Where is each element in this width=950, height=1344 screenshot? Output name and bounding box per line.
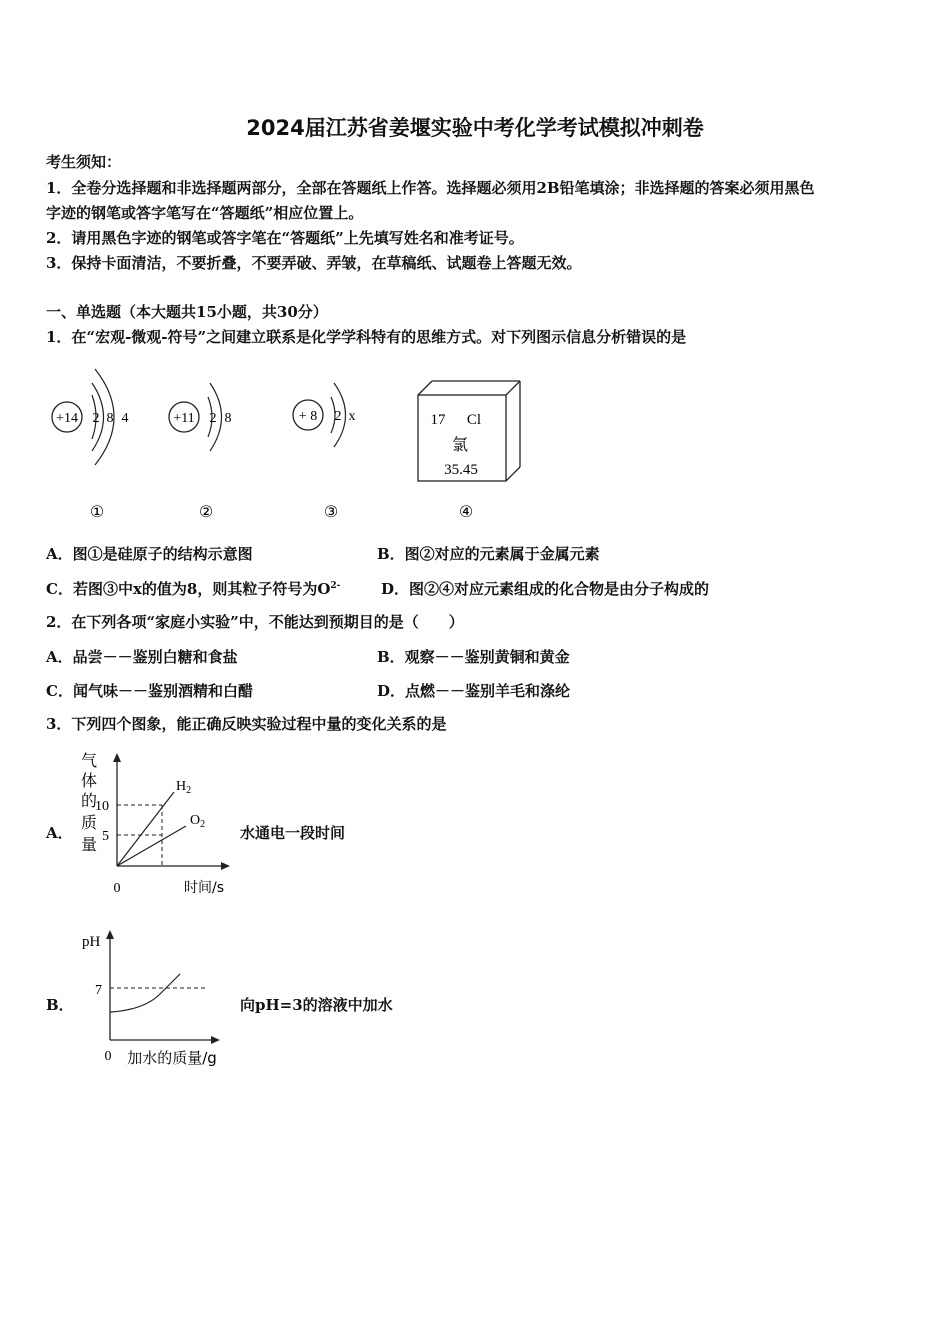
notice-heading: 考生须知： — [46, 153, 122, 171]
x-axis-label: 加水的质量/g — [127, 1049, 217, 1067]
question-3-stem: 3．下列四个图象，能正确反映实验过程中量的变化关系的是 — [46, 715, 447, 733]
x-axis-label: 时间/s — [183, 880, 225, 896]
shell-electrons: 2 — [334, 409, 342, 424]
nucleus-charge: +14 — [56, 411, 78, 426]
option-a: A．品尝－－鉴别白糖和食盐 — [46, 648, 238, 666]
shell-electrons: 8 — [224, 411, 232, 426]
series-label-o2: $O_2$ — [190, 813, 206, 830]
notice-item: 3．保持卡面清洁，不要折叠，不要弄破、弄皱，在草稿纸、试题卷上答题无效。 — [46, 254, 582, 272]
atom-diagram-3 — [293, 383, 356, 521]
notice-item: 字迹的钢笔或答字笔写在“答题纸”相应位置上。 — [46, 204, 364, 222]
option-b-letter: B． — [46, 996, 74, 1014]
y-axis-label: 量 — [80, 835, 98, 854]
option-a-description: 水通电一段时间 — [240, 824, 346, 842]
option-b: B．观察－－鉴别黄铜和黄金 — [377, 648, 570, 666]
y-axis-label: 气 — [80, 751, 98, 770]
option-d: D．图②④对应元素组成的化合物是由分子构成的 — [381, 580, 710, 598]
atomic-mass: 35.45 — [444, 462, 478, 478]
ph-curve — [110, 974, 180, 1012]
o2-line — [117, 826, 186, 866]
figure-label: ③ — [323, 502, 339, 521]
shell-electrons: x — [348, 409, 356, 424]
notice-item: 1．全卷分选择题和非选择题两部分，全部在答题纸上作答。选择题必须用2B铅笔填涂；非选择题的答案必须用黑色 — [46, 179, 815, 197]
y-axis-label: 质 — [80, 813, 98, 832]
option-b-description: 向pH=3的溶液中加水 — [240, 996, 393, 1014]
origin-label: 0 — [104, 1049, 112, 1064]
series-label-h2: $H_2$ — [176, 779, 192, 796]
h2-line — [117, 792, 174, 866]
figure-label: ① — [89, 502, 105, 521]
option-b: B．图②对应的元素属于金属元素 — [377, 545, 600, 563]
option-a-letter: A． — [46, 824, 73, 842]
ph-graph — [74, 922, 239, 1072]
option-a: A．图①是硅原子的结构示意图 — [46, 545, 253, 563]
atom-diagram-1 — [52, 369, 129, 521]
notice-item: 2．请用黑色字迹的钢笔或答字笔在“答题纸”上先填写姓名和准考证号。 — [46, 229, 524, 247]
y-tick: 5 — [102, 829, 109, 844]
atom-structure-figures — [40, 355, 550, 530]
shell-electrons: 4 — [121, 411, 129, 426]
y-axis-label: 的 — [80, 791, 98, 810]
shell-electrons: 2 — [209, 411, 217, 426]
option-c: C．闻气味－－鉴别酒精和白醋 — [46, 682, 253, 700]
gas-mass-graph — [74, 748, 239, 900]
element-name: 氯 — [451, 435, 469, 454]
question-1-stem: 1．在“宏观-微观-符号”之间建立联系是化学学科特有的思维方式。对下列图示信息分析错误的是 — [46, 328, 687, 346]
option-c: C．若图③中x的值为8，则其粒子符号为$O^{2-}$ — [46, 580, 341, 598]
atomic-number: 17 — [430, 412, 446, 428]
shell-electrons: 8 — [106, 411, 114, 426]
figure-label: ② — [198, 502, 214, 521]
shell-electrons: 2 — [92, 411, 100, 426]
element-symbol: Cl — [466, 412, 482, 428]
y-tick: 7 — [95, 983, 102, 998]
page-title: 2024届江苏省姜堰实验中考化学考试模拟冲刺卷 — [246, 116, 704, 140]
origin-label: 0 — [113, 881, 121, 896]
y-axis-label: 体 — [80, 771, 98, 790]
section-heading: 一、单选题（本大题共15小题，共30分） — [46, 303, 328, 321]
atom-diagram-2 — [169, 383, 232, 521]
y-axis-label: pH — [82, 934, 101, 950]
option-d: D．点燃－－鉴别羊毛和涤纶 — [377, 682, 571, 700]
nucleus-charge: +11 — [173, 411, 195, 426]
question-2-stem: 2．在下列各项“家庭小实验”中，不能达到预期目的是（ ） — [46, 613, 464, 631]
figure-label: ④ — [458, 502, 474, 521]
periodic-table-cell — [418, 381, 520, 521]
nucleus-charge: + 8 — [298, 409, 318, 424]
y-tick: 10 — [95, 799, 109, 814]
